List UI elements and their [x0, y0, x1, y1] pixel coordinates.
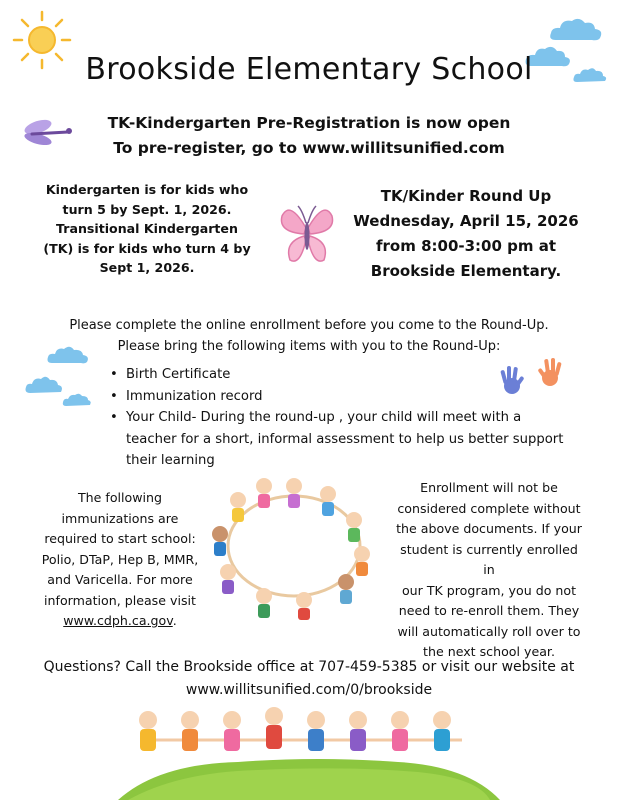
roundup-line: from 8:00-3:00 pm at [375, 237, 557, 255]
list-item-line: their learning [126, 453, 215, 468]
kids-on-grass-illustration [118, 700, 500, 800]
school-website[interactable]: www.willitsunified.com/0/brookside [185, 682, 433, 698]
enrollment-line: considered complete without [397, 500, 581, 516]
roundup-line: Brookside Elementary. [370, 262, 562, 280]
enrollment-line: student is currently enrolled in [400, 541, 578, 577]
eligibility-line: turn 5 by Sept. 1, 2026. [62, 201, 232, 217]
instruction-line: Please bring the following items with you to the Round-Up: [117, 339, 501, 354]
immunization-link-line [34, 611, 206, 632]
enrollment-line: will automatically roll over to [397, 623, 581, 639]
questions-contact [0, 656, 618, 702]
immunization-line: Polio, DTaP, Hep B, MMR, [41, 551, 199, 567]
immunization-line: required to start school: [44, 531, 196, 546]
immunization-info [34, 488, 206, 632]
butterfly-icon [276, 198, 338, 270]
cdph-link[interactable]: www.cdph.ca.gov [63, 613, 173, 628]
enrollment-line: the above documents. If your [396, 521, 582, 536]
roundup-line: TK/Kinder Round Up [380, 187, 552, 205]
enrollment-line: need to re-enroll them. They [398, 603, 580, 618]
cloud-icon [548, 16, 604, 44]
instruction-line: Please complete the online enrollment before you come to the Round-Up. [69, 318, 549, 333]
list-item [108, 407, 578, 472]
eligibility-line: Kindergarten is for kids who [45, 182, 249, 197]
immunization-line: and Varicella. For more [47, 572, 193, 587]
list-item: • Immunization record [108, 386, 578, 408]
immunization-line: The following [77, 490, 163, 505]
eligibility-line: Sept 1, 2026. [99, 260, 195, 275]
immunization-line: immunizations are [61, 510, 179, 526]
list-item-line: teacher for a short, informal assessment to help us better support [126, 431, 564, 447]
immunization-line: information, please visit [44, 592, 196, 608]
list-item-line: • Your Child- During the round-up , your child will meet with a [126, 410, 522, 425]
enrollment-note [394, 478, 584, 663]
enrollment-line: the next school year. [423, 644, 555, 659]
link-suffix: . [172, 613, 177, 628]
cloud-icon [62, 392, 92, 408]
preregister-website-line: To pre-register, go to www.willitsunified.com [113, 139, 505, 157]
kids-circle-illustration [206, 472, 382, 620]
eligibility-line: Transitional Kindergarten [56, 221, 238, 236]
cloud-icon [24, 374, 64, 396]
roundup-line: Wednesday, April 15, 2026 [353, 212, 579, 230]
school-title: Brookside Elementary School [85, 52, 533, 87]
eligibility-info [38, 180, 256, 278]
required-items-list [108, 364, 578, 472]
questions-line: Questions? Call the Brookside office at 707-459-5385 or visit our website at [43, 659, 575, 675]
roundup-event-info [348, 184, 584, 284]
enrollment-line: Enrollment will not be [420, 480, 558, 495]
eligibility-line: (TK) is for kids who turn 4 by [43, 240, 251, 256]
enrollment-line: our TK program, you do not [401, 582, 577, 598]
list-item: • Birth Certificate [108, 364, 578, 386]
preregistration-heading: TK-Kindergarten Pre-Registration is now open [107, 114, 511, 132]
